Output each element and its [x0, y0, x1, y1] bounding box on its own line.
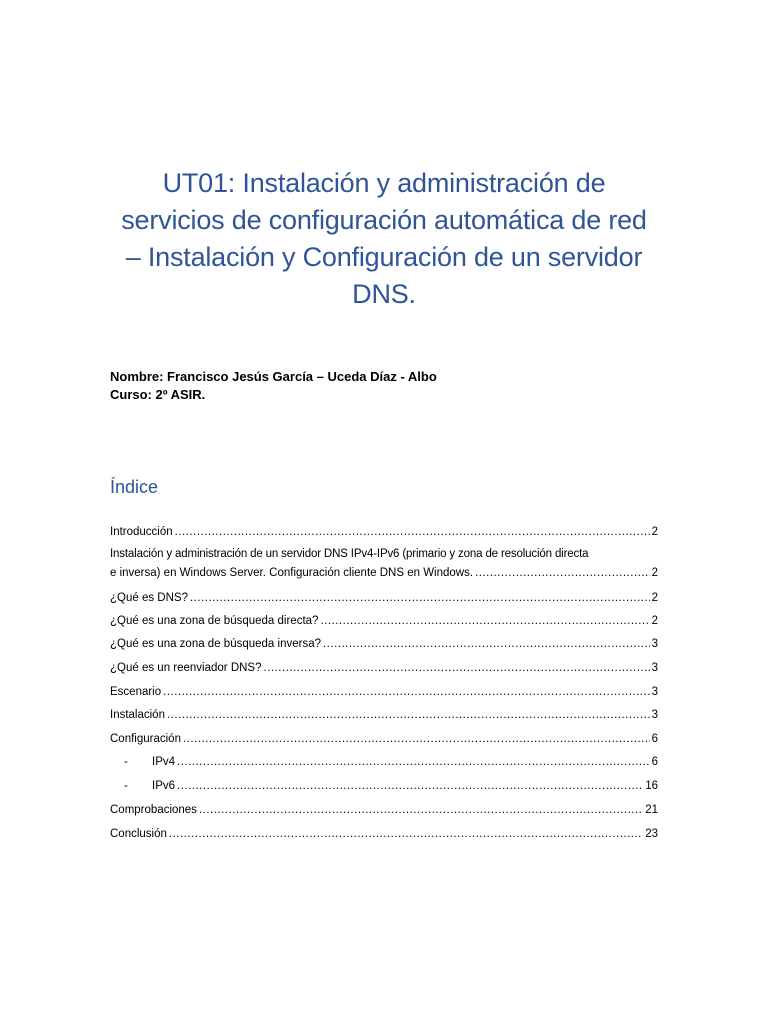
toc-leader-dots	[167, 707, 650, 723]
toc-page-number: 3	[651, 709, 658, 721]
toc-entry-comprobaciones[interactable]	[110, 802, 658, 818]
toc-page-number: 16	[645, 780, 658, 792]
toc-page-number: 6	[651, 756, 658, 768]
document-title	[100, 165, 668, 313]
toc-entry-label: ¿Qué es una zona de búsqueda directa?	[110, 615, 319, 627]
toc-leader-dots	[199, 802, 643, 818]
toc-entry-label: Escenario	[110, 686, 162, 698]
toc-bullet: -	[124, 756, 128, 768]
toc-page-number: 2	[651, 592, 658, 604]
toc-entry-configuracion[interactable]	[110, 731, 658, 747]
toc-entry-escenario[interactable]	[110, 684, 658, 700]
author-name: Nombre: Francisco Jesús García – Uceda Díaz - Albo	[110, 369, 437, 384]
toc-entry-label: IPv4	[152, 756, 176, 768]
toc-entry-label: Instalación	[110, 709, 165, 721]
author-block	[110, 368, 437, 404]
toc-entry-instalacion[interactable]	[110, 707, 658, 723]
toc-leader-dots	[183, 731, 650, 747]
toc-entry-que-es-dns[interactable]	[110, 590, 658, 606]
toc-entry-label: Comprobaciones	[110, 804, 197, 816]
title-line: servicios de configuración automática de red	[121, 205, 647, 235]
toc-entry-ipv4[interactable]	[110, 754, 658, 770]
toc-entry-label: Configuración	[110, 733, 181, 745]
toc-page-number: 3	[651, 686, 658, 698]
toc-page-number: 6	[651, 733, 658, 745]
toc-leader-dots	[177, 754, 650, 770]
toc-page-number: 2	[651, 615, 658, 627]
toc-heading: Índice	[110, 477, 159, 497]
toc-entry-label: Instalación y administración de un servidor DNS IPv4-IPv6 (primario y zona de resolución directa	[110, 548, 589, 560]
course-label: Curso: 2º ASIR.	[110, 387, 206, 402]
toc-page-number: 2	[651, 567, 658, 579]
toc-entry-label: IPv6	[152, 780, 176, 792]
toc-entry-instalacion-administracion[interactable]	[110, 545, 658, 583]
toc-bullet: -	[124, 780, 128, 792]
toc-leader-dots	[190, 590, 650, 606]
toc-entry-label: Conclusión	[110, 828, 167, 840]
toc-entry-introduccion[interactable]	[110, 524, 658, 540]
toc-page-number: 21	[645, 804, 658, 816]
toc-leader-dots	[475, 564, 650, 583]
toc-entry-label: Introducción	[110, 526, 173, 538]
toc-entry-ipv6[interactable]	[110, 778, 658, 794]
toc-leader-dots	[264, 660, 650, 676]
title-line: UT01: Instalación y administración de	[162, 168, 606, 198]
toc-leader-dots	[163, 684, 649, 700]
toc-entry-label-continued: e inversa) en Windows Server. Configuración cliente DNS en Windows.	[110, 567, 474, 579]
toc-page-number: 2	[651, 526, 658, 538]
toc-entry-reenviador[interactable]	[110, 660, 658, 676]
toc-leader-dots	[169, 826, 643, 842]
toc-entry-label: ¿Qué es una zona de búsqueda inversa?	[110, 638, 321, 650]
toc-entry-conclusion[interactable]	[110, 826, 658, 842]
toc-page-number: 23	[645, 828, 658, 840]
toc-entry-zona-directa[interactable]	[110, 613, 658, 629]
toc-leader-dots	[175, 524, 650, 540]
toc-leader-dots	[177, 778, 643, 794]
toc-leader-dots	[320, 613, 649, 629]
title-line: – Instalación y Configuración de un servidor	[125, 242, 643, 272]
toc-entry-label: ¿Qué es DNS?	[110, 592, 188, 604]
toc-entry-label: ¿Qué es un reenviador DNS?	[110, 662, 262, 674]
toc-page-number: 3	[651, 662, 658, 674]
toc-leader-dots	[323, 636, 650, 652]
title-line: DNS.	[352, 279, 416, 309]
toc-page-number: 3	[651, 638, 658, 650]
toc-entry-zona-inversa[interactable]	[110, 636, 658, 652]
